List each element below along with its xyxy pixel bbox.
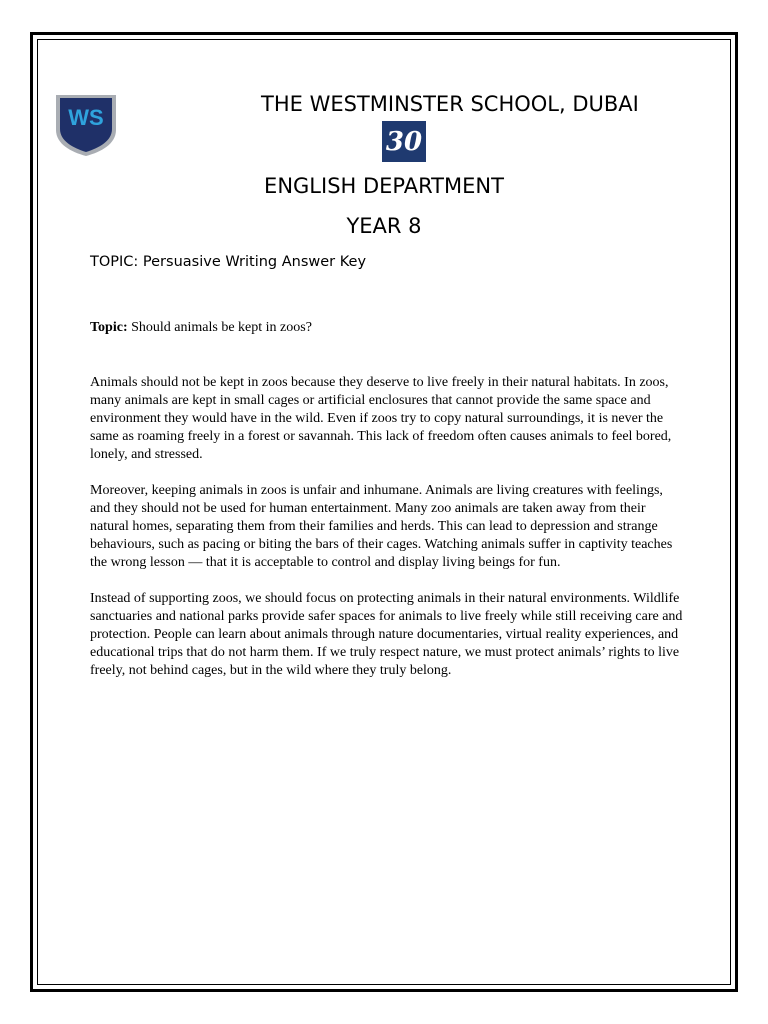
logo-text: WS xyxy=(68,105,104,130)
anniversary-badge-text: 30 xyxy=(385,126,423,157)
essay-paragraph-3: Instead of supporting zoos, we should focus on protecting animals in their natural environments. Wildlife sanctuaries and national parks provide safer spaces for animals to live freely while still receiving care and protection. People can learn about animals through nature documentaries, virtual reality experiences, and educational trips that do not harm them. If we truly respect nature, we must protect animals’ rights to live freely, not behind cages, but in the wild where they truly belong. xyxy=(90,591,683,678)
essay-topic-label: Topic: xyxy=(90,320,128,335)
essay-paragraph-1: Animals should not be kept in zoos because they deserve to live freely in their natural habitats. In zoos, many animals are kept in small cages or artificial enclosures that cannot provide the same space and environment they would have in the wild. Even if zoos try to copy natural surroundings, it is never the same as roaming freely in a forest or savannah. This lack of freedom often causes animals to feel bored, lonely, and stressed. xyxy=(90,375,672,462)
essay-topic xyxy=(90,320,312,336)
department-title: ENGLISH DEPARTMENT xyxy=(264,174,504,198)
school-logo-icon xyxy=(55,94,117,156)
anniversary-badge xyxy=(382,121,426,162)
topic-line: TOPIC: Persuasive Writing Answer Key xyxy=(90,254,367,270)
school-name: THE WESTMINSTER SCHOOL, DUBAI xyxy=(261,92,639,116)
essay-topic-text: Should animals be kept in zoos? xyxy=(127,320,312,335)
essay-body xyxy=(90,374,686,698)
essay-paragraph-2: Moreover, keeping animals in zoos is unfair and inhumane. Animals are living creatures with feelings, and they should not be used for human entertainment. Many zoo animals are taken away from their natural homes, separating them from their families and herds. This can lead to depression and strange behaviours, such as pacing or biting the bars of their cages. Watching animals suffer in captivity teaches the wrong lesson — that it is acceptable to control and display living beings for fun. xyxy=(90,483,673,570)
year-title: YEAR 8 xyxy=(346,214,422,238)
